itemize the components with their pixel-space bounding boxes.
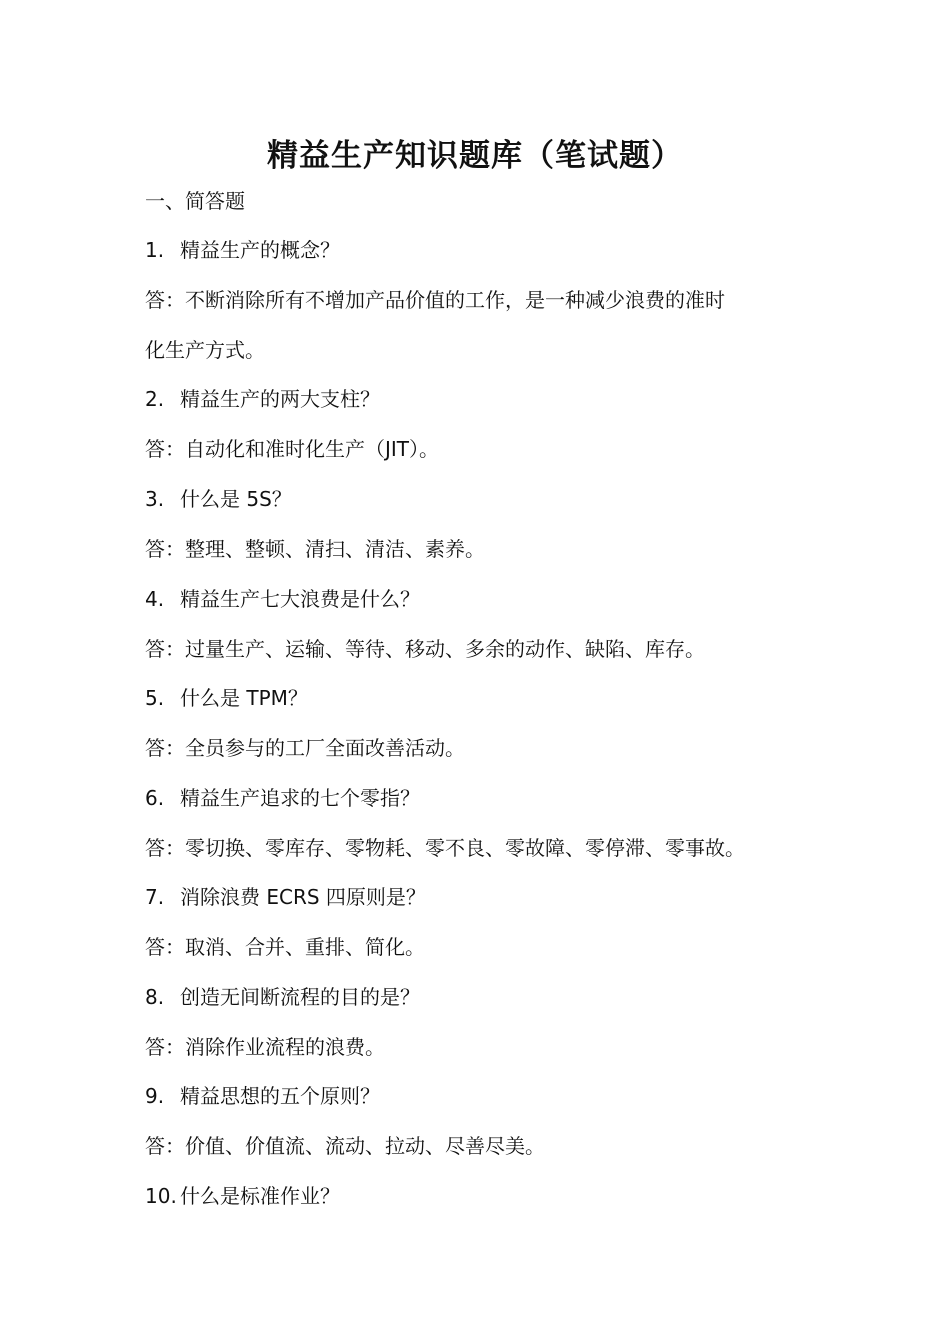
question-number: 5. [145,686,165,710]
question-4 [145,584,845,614]
question-number: 9. [145,1084,165,1108]
question-text: 精益生产追求的七个零指？ [180,786,420,810]
answer-5-line-1: 答：全员参与的工厂全面改善活动。 [145,736,465,760]
question-number: 7. [145,885,165,909]
question-text: 消除浪费 ECRS 四原则是？ [180,885,426,909]
question-8 [145,982,845,1012]
question-number: 6. [145,786,165,810]
question-text: 什么是 5S？ [180,487,292,511]
answer-8-line-1: 答：消除作业流程的浪费。 [145,1035,385,1059]
question-text: 精益生产的两大支柱？ [180,387,380,411]
question-3 [145,484,845,514]
question-6 [145,783,845,813]
question-number: 2. [145,387,165,411]
answer-3-line-1: 答：整理、整顿、清扫、清洁、素养。 [145,537,485,561]
question-number: 1. [145,238,165,262]
answer-2-line-1: 答：自动化和准时化生产（JIT）。 [145,437,440,461]
document-title: 精益生产知识题库（笔试题） [267,138,683,174]
answer-9-line-1: 答：价值、价值流、流动、拉动、尽善尽美。 [145,1134,545,1158]
answer-1-line-2: 化生产方式。 [145,338,265,362]
question-5 [145,683,845,713]
question-text: 精益思想的五个原则？ [180,1084,380,1108]
answer-7-line-1: 答：取消、合并、重排、简化。 [145,935,425,959]
question-7 [145,882,845,912]
question-text: 创造无间断流程的目的是？ [180,985,420,1009]
question-number: 3. [145,487,165,511]
question-text: 什么是标准作业？ [180,1184,340,1208]
question-text: 什么是 TPM？ [180,686,308,710]
question-10 [145,1181,845,1211]
section-heading: 一、简答题 [145,189,245,213]
answer-4-line-1: 答：过量生产、运输、等待、移动、多余的动作、缺陷、库存。 [145,637,705,661]
question-number: 8. [145,985,165,1009]
question-2 [145,384,845,414]
question-number: 4. [145,587,165,611]
question-text: 精益生产的概念？ [180,238,340,262]
answer-6-line-1: 答：零切换、零库存、零物耗、零不良、零故障、零停滞、零事故。 [145,836,745,860]
question-1 [145,235,845,265]
answer-1-line-1: 答：不断消除所有不增加产品价值的工作，是一种减少浪费的准时 [145,288,725,312]
question-9 [145,1081,845,1111]
question-text: 精益生产七大浪费是什么？ [180,587,420,611]
question-number: 10. [145,1184,177,1208]
